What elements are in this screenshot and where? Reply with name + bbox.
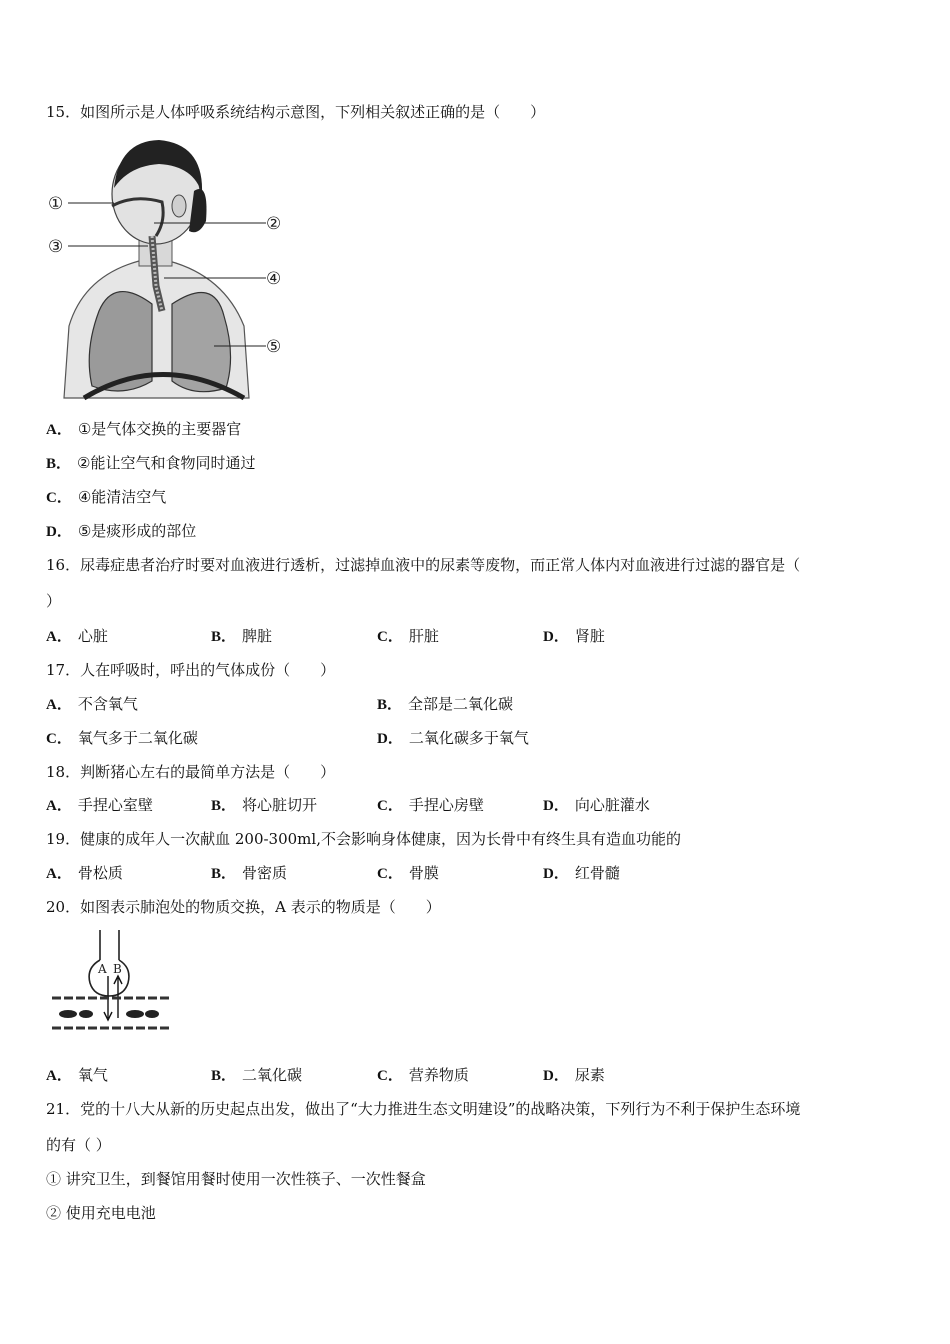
q15-option-d[interactable]: D． ⑤是痰形成的部位 (46, 522, 197, 540)
label-b: B (113, 962, 122, 976)
q15-option-c[interactable]: C． ④能清洁空气 (46, 488, 167, 506)
figure-label-1: ① (48, 194, 64, 214)
q18-option-b[interactable]: B． 将心脏切开 (211, 796, 318, 814)
q15-option-a[interactable]: A． ①是气体交换的主要器官 (46, 420, 242, 438)
q21-item-2: ② 使用充电电池 (46, 1204, 156, 1222)
q21-stem-line2: 的有（ ） (46, 1136, 111, 1154)
q20-option-c[interactable]: C． 营养物质 (377, 1066, 469, 1084)
q17-option-b[interactable]: B． 全部是二氧化碳 (377, 695, 514, 713)
figure-label-3: ③ (48, 237, 64, 257)
figure-label-2: ② (266, 214, 282, 234)
q20-stem: 20．如图表示肺泡处的物质交换，A 表示的物质是（ ） (46, 898, 441, 916)
q18-option-a[interactable]: A． 手捏心室壁 (46, 796, 153, 814)
label-a: A (98, 962, 107, 976)
q19-option-a[interactable]: A． 骨松质 (46, 864, 123, 882)
q15-stem: 15．如图所示是人体呼吸系统结构示意图，下列相关叙述正确的是（ ） (46, 103, 546, 121)
q17-option-d[interactable]: D． 二氧化碳多于氧气 (377, 729, 529, 747)
q17-stem: 17．人在呼吸时，呼出的气体成份（ ） (46, 661, 336, 679)
q17-option-c[interactable]: C． 氧气多于二氧化碳 (46, 729, 198, 747)
q20-option-a[interactable]: A． 氧气 (46, 1066, 108, 1084)
q16-option-c[interactable]: C． 肝脏 (377, 627, 439, 645)
q20-option-d[interactable]: D． 尿素 (543, 1066, 605, 1084)
q16-option-d[interactable]: D． 肾脏 (543, 627, 605, 645)
q16-option-a[interactable]: A． 心脏 (46, 627, 108, 645)
q21-stem-line1: 21．党的十八大从新的历史起点出发，做出了“大力推进生态文明建设”的战略决策，下列行为不利于保护生态环境 (46, 1100, 801, 1118)
q16-stem-line1: 16．尿毒症患者治疗时要对血液进行透析，过滤掉血液中的尿素等废物，而正常人体内对血液进行过滤的器官是（ (46, 556, 801, 574)
q15-option-b[interactable]: B． ②能让空气和食物同时通过 (46, 454, 256, 472)
q16-stem-line2: ） (46, 592, 62, 610)
q19-option-c[interactable]: C． 骨膜 (377, 864, 439, 882)
figure-label-4: ④ (266, 269, 282, 289)
alveolus-exchange-figure (50, 928, 175, 1036)
q18-option-c[interactable]: C． 手捏心房壁 (377, 796, 484, 814)
q20-option-b[interactable]: B． 二氧化碳 (211, 1066, 303, 1084)
q19-stem: 19．健康的成年人一次献血 200-300ml,不会影响身体健康，因为长骨中有终生具有造血功能的 (46, 830, 681, 848)
figure-label-5: ⑤ (266, 337, 282, 357)
q18-option-d[interactable]: D． 向心脏灌水 (543, 796, 650, 814)
q19-option-b[interactable]: B． 骨密质 (211, 864, 288, 882)
q21-item-1: ① 讲究卫生，到餐馆用餐时使用一次性筷子、一次性餐盒 (46, 1170, 426, 1188)
q19-option-d[interactable]: D． 红骨髓 (543, 864, 620, 882)
q16-option-b[interactable]: B． 脾脏 (211, 627, 273, 645)
q17-option-a[interactable]: A． 不含氧气 (46, 695, 138, 713)
respiratory-system-figure (44, 136, 294, 404)
q18-stem: 18．判断猪心左右的最简单方法是（ ） (46, 763, 336, 781)
